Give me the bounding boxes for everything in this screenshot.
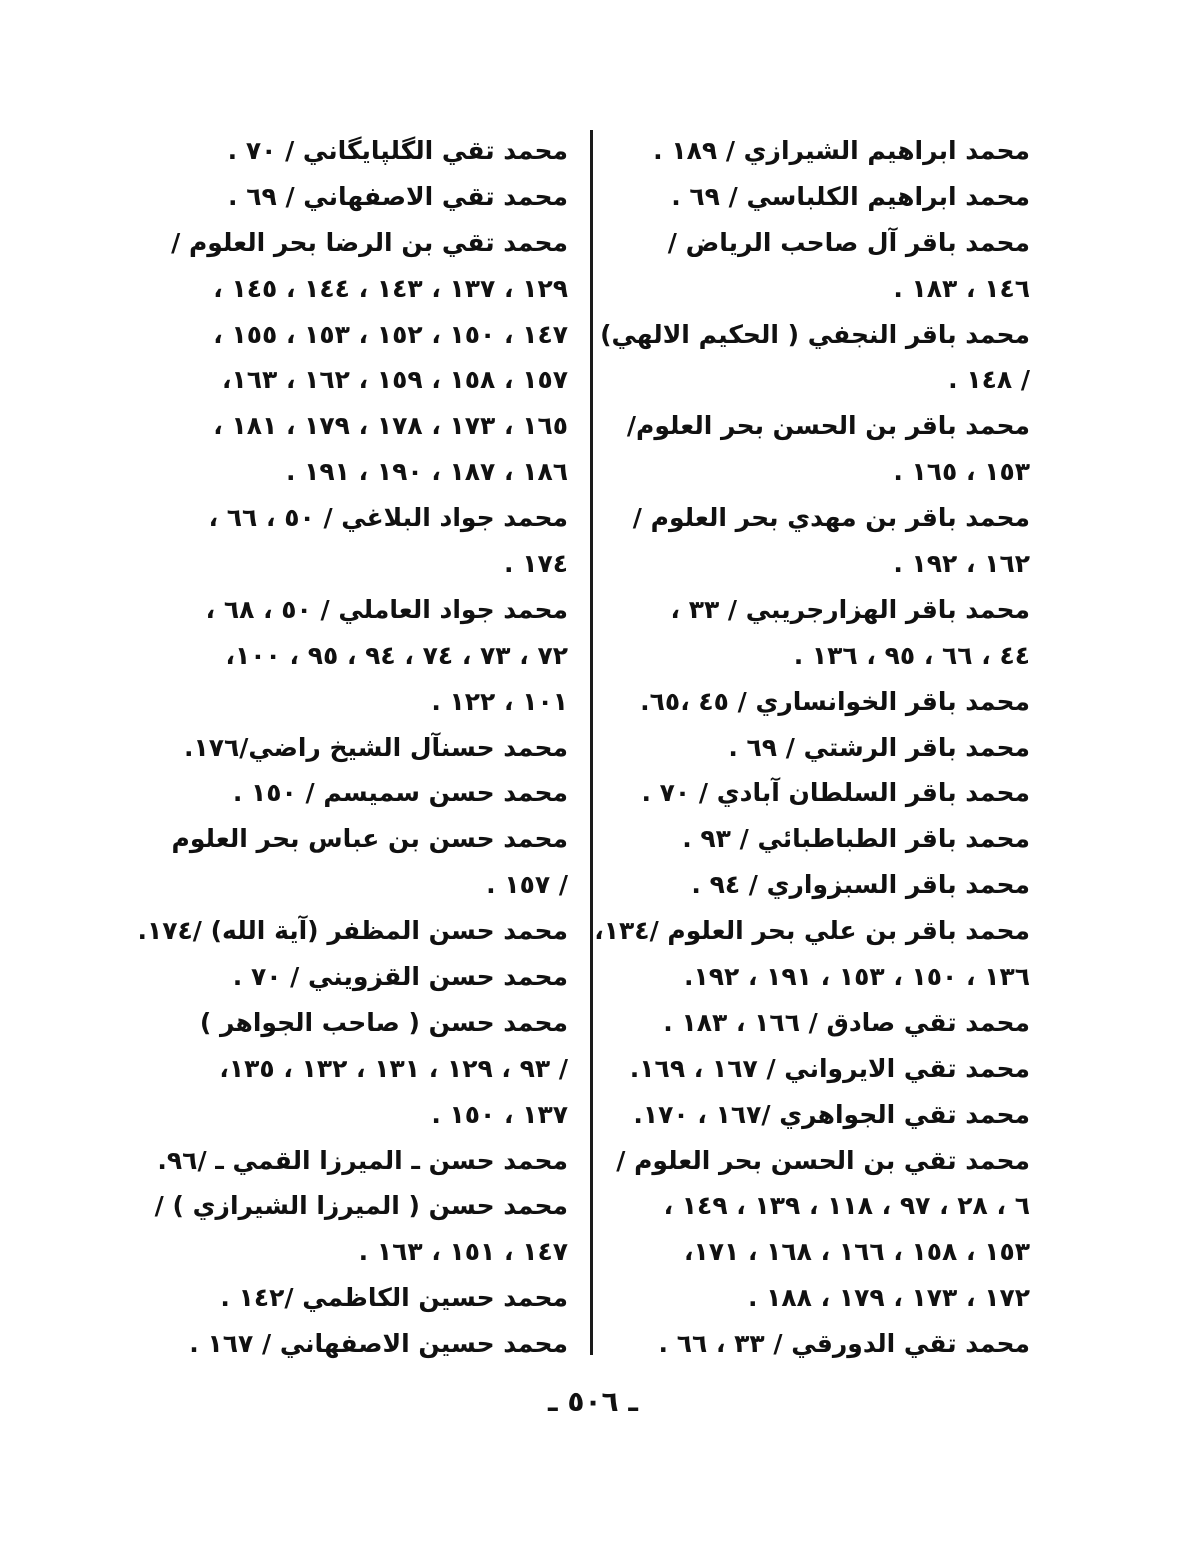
index-entry-line: ١٦٥ ، ١٧٣ ، ١٧٨ ، ١٧٩ ، ١٨١ ، [213,411,568,441]
index-entry-line: محمد باقر السلطان آبادي / ٧٠ . [641,778,1030,808]
index-entry-line: / ٩٣ ، ١٢٩ ، ١٣١ ، ١٣٢ ، ١٣٥، [219,1053,568,1083]
index-entry-line: / ١٥٧ . [486,870,568,900]
index-entry-line: محمد جواد البلاغي / ٥٠ ، ٦٦ ، [208,503,568,533]
index-entry-line: محمد تقي الجواهري /١٦٧ ، ١٧٠. [633,1099,1030,1129]
index-entry-line: ٤٤ ، ٦٦ ، ٩٥ ، ١٣٦ . [793,640,1030,670]
index-entry-line: محمد ابراهيم الكلباسي / ٦٩ . [671,181,1030,211]
index-entry-line: محمد حسن المظفر (آية الله) /١٧٤. [137,916,568,946]
index-entry-line: محمد حسن بن عباس بحر العلوم [171,824,568,854]
index-entry-line: محمد جواد العاملي / ٥٠ ، ٦٨ ، [205,594,568,624]
index-entry-line: محمد باقر الهزارجريبي / ٣٣ ، [670,594,1030,624]
index-entry-line: ١٣٦ ، ١٥٠ ، ١٥٣ ، ١٩١ ، ١٩٢. [683,962,1030,992]
index-entry-line: ١٥٣ ، ١٥٨ ، ١٦٦ ، ١٦٨ ، ١٧١، [683,1237,1030,1267]
column-divider [590,130,593,1355]
index-entry-line: ٦ ، ٢٨ ، ٩٧ ، ١١٨ ، ١٣٩ ، ١٤٩ ، [663,1191,1030,1221]
index-entry-line: محمد باقر بن الحسن بحر العلوم/ [626,411,1030,441]
index-entry-line: محمد حسن سميسم / ١٥٠ . [232,778,568,808]
index-entry-line: ١٢٩ ، ١٣٧ ، ١٤٣ ، ١٤٤ ، ١٤٥ ، [213,273,568,303]
index-entry-line: محمد باقر آل صاحب الرياض / [667,227,1030,257]
index-entry-line: محمد تقي الاصفهاني / ٦٩ . [228,181,568,211]
index-entry-line: محمد ابراهيم الشيرازي / ١٨٩ . [653,136,1030,165]
index-entry-line: ١٠١ ، ١٢٢ . [431,686,568,716]
index-entry-line: ١٦٢ ، ١٩٢ . [893,549,1030,579]
index-entry-line: ١٥٧ ، ١٥٨ ، ١٥٩ ، ١٦٢ ، ١٦٣، [221,365,568,395]
index-entry-line: محمد حسن القزويني / ٧٠ . [232,962,568,992]
index-entry-line: محمد باقر الخوانساري / ٤٥ ،٦٥. [640,686,1030,716]
index-entry-line: ١٨٦ ، ١٨٧ ، ١٩٠ ، ١٩١ . [285,457,568,487]
index-entry-line: محمد باقر السبزواري / ٩٤ . [691,870,1030,900]
index-entry-line: محمد تقي الايرواني / ١٦٧ ، ١٦٩. [629,1053,1030,1083]
index-entry-line: ١٤٧ ، ١٥١ ، ١٦٣ . [358,1237,568,1267]
index-entry-line: محمد حسنآل الشيخ راضي/١٧٦. [184,732,568,762]
index-column-right [594,128,1030,1367]
index-entry-line: محمد تقي الگلپايگاني / ٧٠ . [227,136,568,165]
index-entry-line: / ١٤٨ . [948,365,1030,395]
index-entry-line: محمد تقي صادق / ١٦٦ ، ١٨٣ . [663,1007,1030,1037]
index-entry-line: ١٤٦ ، ١٨٣ . [893,273,1030,303]
index-entry-line: محمد باقر الطباطبائي / ٩٣ . [682,824,1030,854]
index-entry-line: ١٣٧ ، ١٥٠ . [431,1099,568,1129]
index-entry-line: ١٧٢ ، ١٧٣ ، ١٧٩ ، ١٨٨ . [747,1283,1030,1313]
index-entry-line: ١٥٣ ، ١٦٥ . [893,457,1030,487]
index-entry-line: ١٧٤ . [504,549,568,579]
index-column-left [137,128,568,1367]
index-entry-line: محمد باقر الرشتي / ٦٩ . [728,732,1030,762]
index-entry-line: محمد تقي الدورقي / ٣٣ ، ٦٦ . [658,1329,1030,1359]
page-number: ـ ٥٠٦ ـ [548,1385,638,1418]
index-entry-line: محمد باقر النجفي ( الحكيم الالهي) [600,319,1030,349]
index-entry-line: محمد حسين الاصفهاني / ١٦٧ . [189,1329,568,1359]
index-entry-line: محمد حسن ( صاحب الجواهر ) [199,1007,568,1037]
index-entry-line: محمد حسن ـ الميرزا القمي ـ /٩٦. [157,1145,568,1175]
index-entry-line: محمد باقر بن مهدي بحر العلوم / [632,503,1030,533]
index-entry-line: محمد حسن ( الميرزا الشيرازي ) / [154,1191,568,1221]
index-entry-line: محمد تقي بن الرضا بحر العلوم / [171,227,568,257]
index-entry-line: ٧٢ ، ٧٣ ، ٧٤ ، ٩٤ ، ٩٥ ، ١٠٠، [225,640,568,670]
index-entry-line: محمد باقر بن علي بحر العلوم /١٣٤، [594,916,1030,946]
index-entry-line: محمد تقي بن الحسن بحر العلوم / [616,1145,1030,1175]
index-entry-line: ١٤٧ ، ١٥٠ ، ١٥٢ ، ١٥٣ ، ١٥٥ ، [213,319,568,349]
index-entry-line: محمد حسين الكاظمي /١٤٢ . [220,1283,568,1313]
